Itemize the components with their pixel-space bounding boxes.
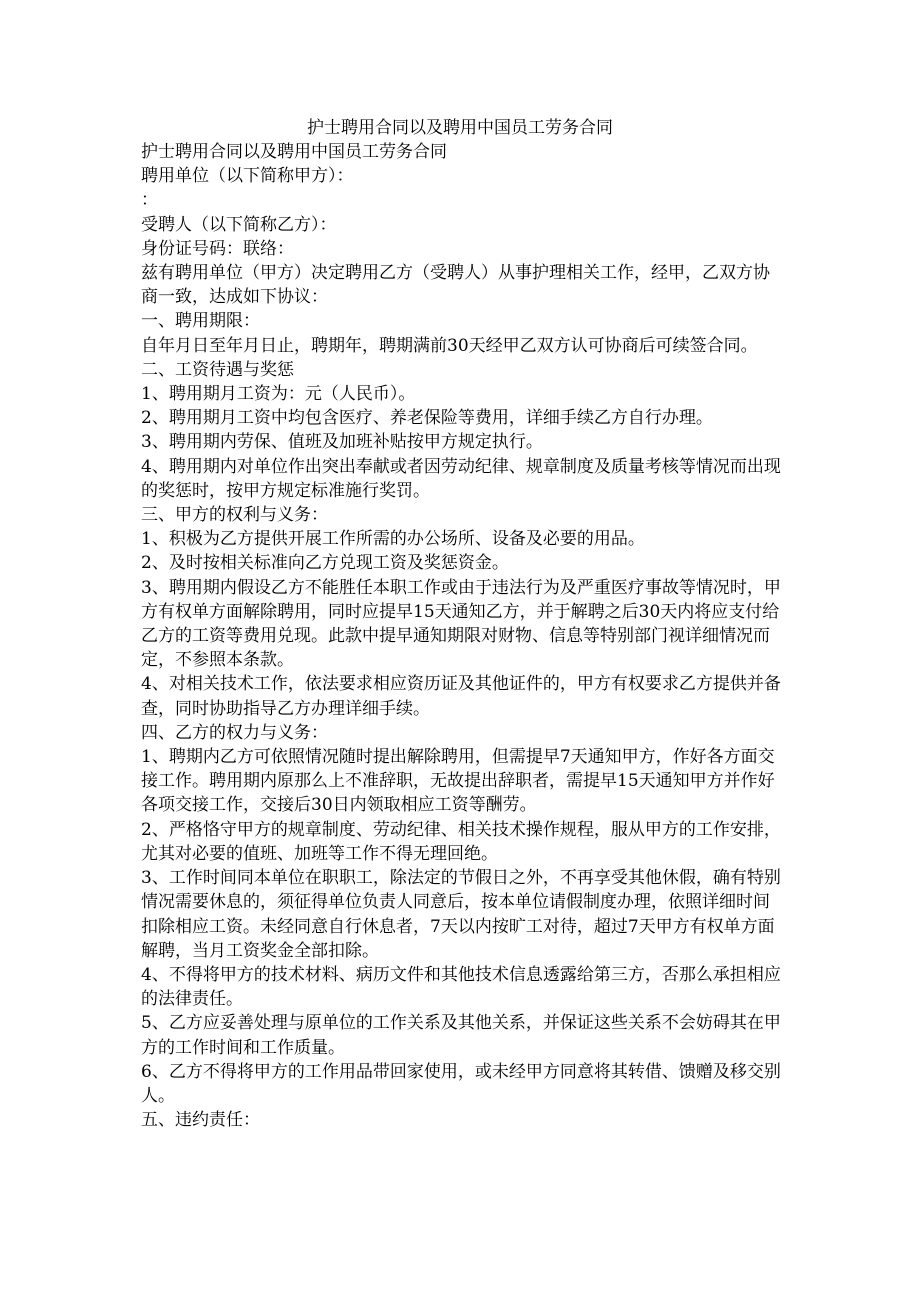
section-heading: 三、甲方的权利与义务： [141,505,328,526]
list-item: 1、聘用期月工资为：元（人民币）。 [141,384,416,405]
paragraph: 护士聘用合同以及聘用中国员工劳务合同 [141,142,447,162]
list-item: 4、对相关技术工作，依法要求相应资历证及其他证件的，甲方有权要求乙方提供并备查，同时协助指导乙方办理详细手续。 [141,674,781,719]
paragraph: ： [141,190,158,211]
list-item: 2、及时按相关标准向乙方兑现工资及奖惩资金。 [141,553,509,574]
paragraph: 兹有聘用单位（甲方）决定聘用乙方（受聘人）从事护理相关工作，经甲，乙双方协商一致，达成如下协议： [141,263,770,308]
paragraph: 自年月日至年月日止，聘期年，聘期满前30天经甲乙双方认可协商后可续签合同。 [141,335,758,356]
list-item: 1、积极为乙方提供开展工作所需的办公场所、设备及必要的用品。 [141,529,645,550]
section-heading: 五、违约责任： [141,1110,260,1131]
paragraph: 聘用单位（以下简称甲方）： [141,166,354,187]
list-item: 2、聘用期月工资中均包含医疗、养老保险等费用，详细手续乙方自行办理。 [141,408,713,429]
section-heading: 一、聘用期限： [141,311,260,332]
section-heading: 二、工资待遇与奖惩 [141,359,294,380]
list-item: 4、聘用期内对单位作出突出奉献或者因劳动纪律、规章制度及质量考核等情况而出现的奖惩时，按甲方规定标准施行奖罚。 [141,456,781,501]
list-item: 5、乙方应妥善处理与原单位的工作关系及其他关系，并保证这些关系不会妨碍其在甲方的工作时间和工作质量。 [141,1013,781,1058]
list-item: 3、工作时间同本单位在职职工，除法定的节假日之外，不再享受其他休假，确有特别情况需要休息的，须征得单位负责人同意后，按本单位请假制度办理，依照详细时间扣除相应工资。未经同意自行休息者，7天以内按旷工对待，超过7天甲方有权单方面解聘，当月工资奖金全部扣除。 [141,868,781,961]
document-body [141,140,781,1132]
list-item: 3、聘用期内劳保、值班及加班补贴按甲方规定执行。 [141,432,543,453]
section-heading: 四、乙方的权力与义务： [141,722,328,743]
list-item: 2、严格恪守甲方的规章制度、劳动纪律、相关技术操作规程，服从甲方的工作安排，尤其对必要的值班、加班等工作不得无理回绝。 [141,819,781,864]
list-item: 4、不得将甲方的技术材料、病历文件和其他技术信息透露给第三方，否那么承担相应的法律责任。 [141,964,781,1010]
paragraph: 身份证号码：联络： [141,238,294,259]
list-item: 3、聘用期内假设乙方不能胜任本职工作或由于违法行为及严重医疗事故等情况时，甲方有权单方面解除聘用，同时应提早15天通知乙方，并于解聘之后30天内将应支付给乙方的工资等费用兑现。此款中提早通知期限对财物、信息等特别部门视详细情况而定，不参照本条款。 [141,577,781,671]
list-item: 6、乙方不得将甲方的工作用品带回家使用，或未经甲方同意将其转借、馈赠及移交别人。 [141,1061,781,1106]
paragraph: 受聘人（以下简称乙方）： [141,214,337,235]
list-item: 1、聘期内乙方可依照情况随时提出解除聘用，但需提早7天通知甲方，作好各方面交接工作。聘用期内原那么上不准辞职，无故提出辞职者，需提早15天通知甲方并作好各项交接工作，交接后30日内领取相应工资等酬劳。 [141,747,775,816]
document-title: 护士聘用合同以及聘用中国员工劳务合同 [307,118,613,138]
